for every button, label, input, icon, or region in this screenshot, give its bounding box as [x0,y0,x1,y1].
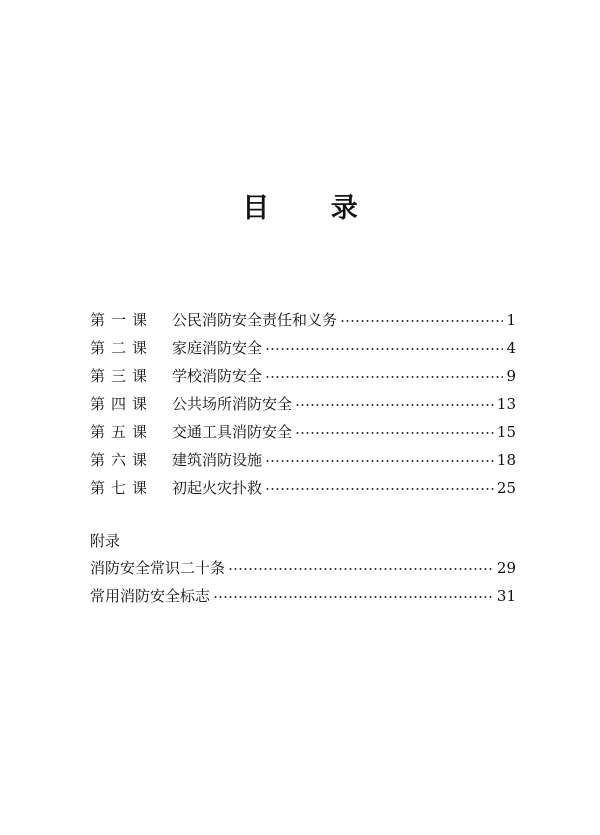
lesson-number: 第六课 [90,451,154,469]
lesson-number: 第七课 [90,479,154,497]
page-title: 目 录 [242,193,384,224]
toc-entry-lesson-6[interactable] [90,450,516,470]
dot-leader [265,486,494,492]
appendix-title: 消防安全常识二十条 [90,559,226,577]
lesson-title: 家庭消防安全 [172,339,263,357]
page-number: 25 [496,479,516,497]
page-number: 31 [496,587,516,605]
toc-entry-lesson-5[interactable] [90,422,516,442]
toc-entry-lesson-2[interactable] [90,338,516,358]
dot-leader [265,458,494,464]
lesson-number: 第三课 [90,367,154,385]
lesson-number: 第四课 [90,395,154,413]
lesson-title: 交通工具消防安全 [172,423,293,441]
appendix-heading: 附录 [90,532,121,550]
lesson-title: 建筑消防设施 [172,451,263,469]
dot-leader [295,430,494,436]
toc-entry-lesson-1[interactable] [90,310,516,330]
page-number: 4 [506,339,516,357]
page-number: 29 [496,559,516,577]
lesson-title: 初起火灾扑救 [172,479,263,497]
lesson-title: 公共场所消防安全 [172,395,293,413]
dot-leader [340,318,503,324]
page-number: 18 [496,451,516,469]
toc-entry-lesson-4[interactable] [90,394,516,414]
toc-entry-appendix-2[interactable] [90,586,516,606]
toc-entry-appendix-1[interactable] [90,558,516,578]
dot-leader [265,374,503,380]
appendix-title: 常用消防安全标志 [90,587,211,605]
dot-leader [265,346,503,352]
page-number: 13 [496,395,516,413]
toc-entry-lesson-3[interactable] [90,366,516,386]
lesson-title: 学校消防安全 [172,367,263,385]
dot-leader [213,594,494,600]
page-number: 9 [506,367,516,385]
dot-leader [295,402,494,408]
toc-entry-lesson-7[interactable] [90,478,516,498]
lesson-number: 第五课 [90,423,154,441]
lesson-number: 第一课 [90,311,154,329]
page-number: 15 [496,423,516,441]
page-number: 1 [506,311,516,329]
lesson-number: 第二课 [90,339,154,357]
lesson-title: 公民消防安全责任和义务 [172,311,338,329]
dot-leader [228,566,494,572]
